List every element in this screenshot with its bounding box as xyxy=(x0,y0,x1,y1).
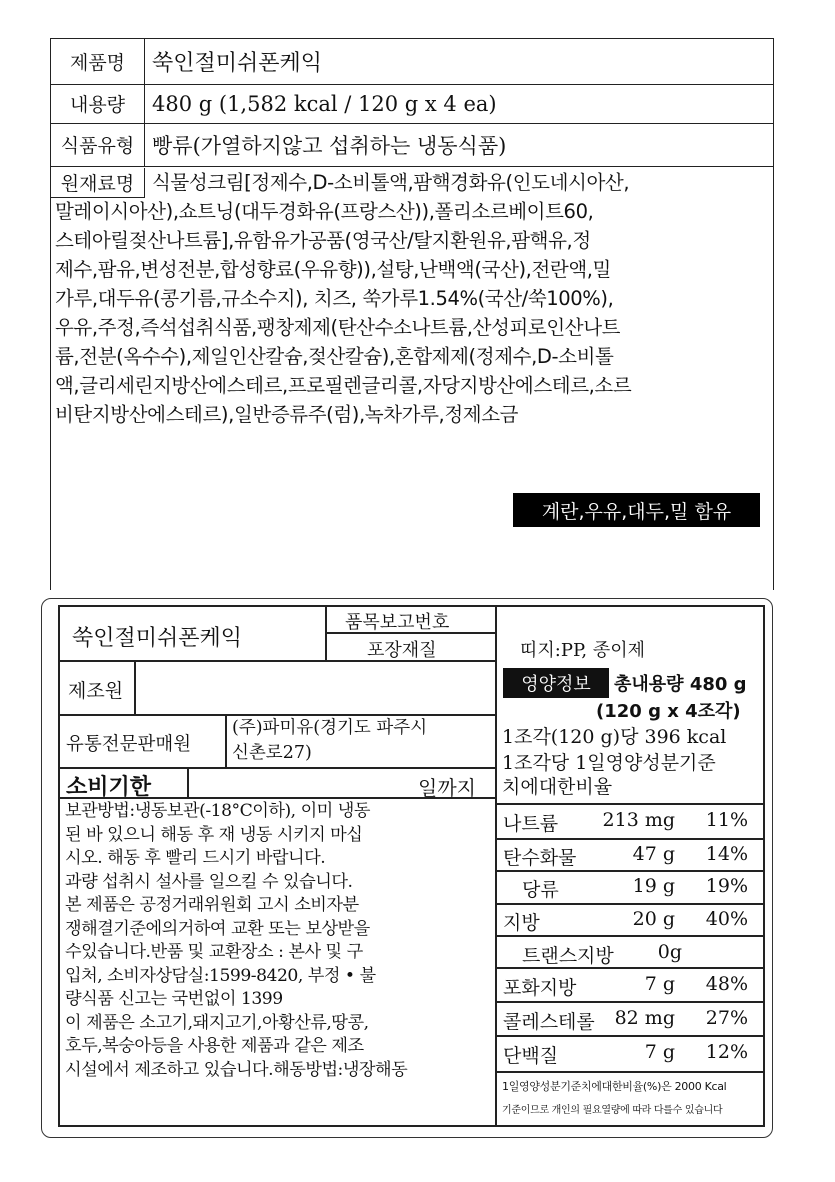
nutrition-row-fat xyxy=(498,904,760,937)
divider xyxy=(187,767,189,799)
ingredients-line: 식물성크림[정제수,D-소비톨액,팜핵경화유(인도네시아산, xyxy=(152,171,630,194)
nutrient-amount: 82 mg xyxy=(614,1007,675,1029)
nutrient-amount: 20 g xyxy=(632,908,675,930)
food-type-label: 식품유형 xyxy=(51,123,145,166)
nutrient-amount: 47 g xyxy=(632,843,675,865)
packaging-label: 포장재질 xyxy=(367,640,437,661)
ingredients-line: 륨,전분(옥수수),제일인산칼슘,젖산칼슘),혼합제제(정제수,D-소비톨 xyxy=(55,345,614,368)
divider xyxy=(58,605,60,1125)
nutrition-row-sodium xyxy=(498,805,760,838)
report-no-label: 품목보고번호 xyxy=(345,612,450,633)
nutrition-total-pieces: (120 g x 4조각) xyxy=(596,701,741,722)
nutrient-name: 트랜스지방 xyxy=(522,945,614,967)
ingredients-line: 말레이시아산),쇼트닝(대두경화유(프랑스산)),폴리소르베이트60, xyxy=(55,200,594,223)
storage-notice xyxy=(65,800,490,1082)
nutrient-percent: 48% xyxy=(705,973,748,995)
ingredients-line: 제수,팜유,변성전분,합성향료(우유향)),설탕,난백액(국산),전란액,밀 xyxy=(55,258,611,281)
content-label: 내용량 xyxy=(51,84,145,123)
divider xyxy=(325,605,327,662)
notice-line: 쟁해결기준에의거하여 교환 또는 보상받을 xyxy=(65,918,370,939)
expiry-suffix: 일까지 xyxy=(418,776,476,800)
ingredients-line: 비탄지방산에스테르),일반증류주(럼),녹차가루,정제소금 xyxy=(55,403,519,426)
divider xyxy=(497,1071,763,1073)
content-value: 480 g (1,582 kcal / 120 g x 4 ea) xyxy=(152,91,497,116)
product-name-value: 쑥인절미쉬폰케익 xyxy=(152,51,323,76)
nutrient-name: 단백질 xyxy=(503,1045,559,1067)
notice-line: 시설에서 제조하고 있습니다.해동방법:냉장해동 xyxy=(65,1059,408,1080)
divider xyxy=(763,605,765,1125)
nutrient-percent: 14% xyxy=(705,843,748,865)
nutrition-row-carbs xyxy=(498,839,760,872)
divider xyxy=(58,1125,765,1127)
nutrition-per-piece: 1조각(120 g)당 396 kcal xyxy=(502,726,727,748)
nutrition-header: 영양정보 xyxy=(503,668,609,698)
ingredients-line: 가루,대두유(콩기름,규소수지), 치즈, 쑥가루1.54%(국산/쑥100%), xyxy=(55,287,614,310)
manufacturer-label: 제조원 xyxy=(68,680,124,702)
packaging-value: 띠지:PP, 종이제 xyxy=(520,640,646,661)
notice-line: 시오. 해동 후 빨리 드시기 바랍니다. xyxy=(65,848,326,868)
notice-line: 호두,복숭아등을 사용한 제품과 같은 제조 xyxy=(65,1036,364,1056)
nutrition-footnote-line2: 기준이므로 개인의 필요열량에 따라 다를수 있습니다 xyxy=(502,1105,723,1116)
nutrient-name: 콜레스테롤 xyxy=(503,1011,595,1033)
ingredients-text xyxy=(51,168,771,429)
nutrient-amount: 7 g xyxy=(644,973,675,995)
nutrient-amount: 0g xyxy=(657,941,682,963)
distributor-address-line2: 신촌로27) xyxy=(232,743,312,763)
product-name-row xyxy=(51,39,773,85)
nutrition-basis-line1: 1조각당 1일영양성분기준 xyxy=(502,752,716,774)
nutrition-total: 총내용량 480 g xyxy=(614,674,747,695)
product-name-label: 제품명 xyxy=(51,39,145,84)
notice-line: 본 제품은 공정거래위원회 고시 소비자분 xyxy=(65,895,359,915)
divider xyxy=(58,767,495,769)
notice-line: 입처, 소비자상담실:1599-8420, 부정 • 불 xyxy=(65,965,376,986)
notice-line: 보관방법:냉동보관(-18°C이하), 이미 냉동 xyxy=(65,801,370,821)
allergen-notice: 계란,우유,대두,밀 함유 xyxy=(513,493,760,527)
nutrient-amount: 213 mg xyxy=(602,809,675,831)
nutrient-percent: 12% xyxy=(705,1041,748,1063)
ingredients-line: 스테아릴젖산나트륨],유함유가공품(영국산/탈지환원유,팜핵유,정 xyxy=(55,229,591,252)
nutrition-basis-line2: 치에대한비율 xyxy=(502,776,613,798)
divider xyxy=(134,660,136,715)
food-type-row xyxy=(51,123,773,167)
nutrition-row-trans-fat xyxy=(498,937,760,970)
ingredients-line: 액,글리세린지방산에스테르,프로필렌글리콜,자당지방산에스테르,소르 xyxy=(55,374,632,397)
nutrition-row-sugar xyxy=(498,871,760,904)
nutrient-amount: 19 g xyxy=(632,875,675,897)
ingredients-label: 원재료명 xyxy=(51,168,145,198)
notice-line: 과량 섭취시 설사를 일으킬 수 있습니다. xyxy=(65,871,353,892)
distributor-address-line1: (주)파미유(경기도 파주시 xyxy=(232,718,428,738)
nutrient-name: 당류 xyxy=(522,879,559,901)
nutrition-row-sat-fat xyxy=(498,969,760,1002)
notice-line: 량식품 신고는 국번없이 1399 xyxy=(65,989,283,1009)
nutrient-name: 포화지방 xyxy=(503,977,577,999)
nutrient-name: 지방 xyxy=(503,912,540,934)
expiry-label: 소비기한 xyxy=(66,775,152,800)
nutrient-percent: 19% xyxy=(705,875,748,897)
nutrient-percent: 40% xyxy=(705,908,748,930)
nutrient-name: 나트륨 xyxy=(503,813,559,835)
notice-line: 이 제품은 소고기,돼지고기,아황산류,땅콩, xyxy=(65,1012,369,1033)
distributor-label: 유통전문판매원 xyxy=(66,734,192,755)
nutrient-name: 탄수화물 xyxy=(503,847,577,869)
nutrition-footnote-line1: 1일영양성분기준치에대한비율(%)은 2000 Kcal xyxy=(502,1080,727,1093)
nutrient-percent: 11% xyxy=(705,809,748,831)
content-row xyxy=(51,84,773,124)
nutrient-amount: 7 g xyxy=(644,1041,675,1063)
ingredients-line: 우유,주정,즉석섭취식품,팽창제제(탄산수소나트륨,산성피로인산나트 xyxy=(55,316,621,339)
nutrient-percent: 27% xyxy=(705,1007,748,1029)
nutrition-row-protein xyxy=(498,1037,760,1070)
notice-line: 수있습니다.반품 및 교환장소 : 본사 및 구 xyxy=(65,942,363,962)
divider xyxy=(495,605,497,1125)
notice-line: 된 바 있으니 해동 후 재 냉동 시키지 마십 xyxy=(65,824,363,845)
divider xyxy=(225,714,227,768)
nutrition-row-cholesterol xyxy=(498,1003,760,1036)
divider xyxy=(58,605,765,607)
food-type-value: 빵류(가열하지않고 섭취하는 냉동식품) xyxy=(152,133,507,158)
bottom-product-name: 쑥인절미쉬폰케익 xyxy=(72,626,243,651)
